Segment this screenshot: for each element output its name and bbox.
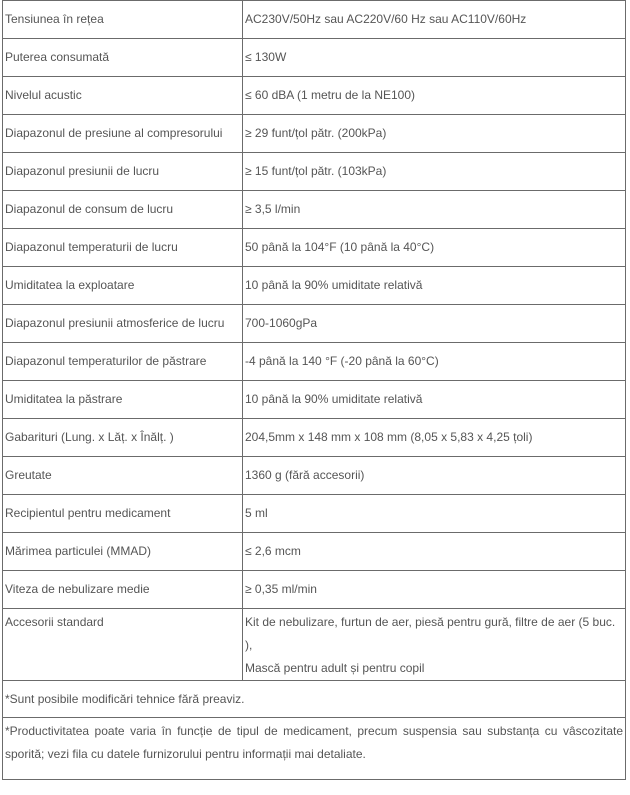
spec-value: -4 până la 140 °F (-20 până la 60°C) bbox=[243, 343, 626, 381]
table-row bbox=[3, 77, 626, 115]
spec-value bbox=[243, 609, 626, 681]
accessories-line-1: Kit de nebulizare, furtun de aer, piesă pentru gură, filtre de aer (5 buc. ), bbox=[245, 615, 616, 652]
table-row-note bbox=[3, 681, 626, 718]
table-row bbox=[3, 381, 626, 419]
spec-label: Recipientul pentru medicament bbox=[3, 495, 243, 533]
spec-label: Greutate bbox=[3, 457, 243, 495]
note-technical-changes: *Sunt posibile modificări tehnice fără preaviz. bbox=[3, 681, 626, 718]
spec-value: ≤ 130W bbox=[243, 39, 626, 77]
spec-value: 50 până la 104°F (10 până la 40°C) bbox=[243, 229, 626, 267]
table-row bbox=[3, 1, 626, 39]
table-row bbox=[3, 229, 626, 267]
spec-table bbox=[2, 0, 626, 780]
spec-label: Nivelul acustic bbox=[3, 77, 243, 115]
spec-label bbox=[3, 609, 243, 681]
table-row bbox=[3, 419, 626, 457]
table-row bbox=[3, 457, 626, 495]
table-row bbox=[3, 115, 626, 153]
spec-value: 5 ml bbox=[243, 495, 626, 533]
spec-value: 700-1060gPa bbox=[243, 305, 626, 343]
spec-label: Gabarituri (Lung. x Lăț. x Înălț. ) bbox=[3, 419, 243, 457]
accessories-label: Accesorii standard bbox=[5, 615, 104, 629]
spec-value: ≥ 15 funt/țol pătr. (103kPa) bbox=[243, 153, 626, 191]
spec-value: ≥ 0,35 ml/min bbox=[243, 571, 626, 609]
note-productivity-text: *Productivitatea poate varia în funcție de tipul de medicament, precum suspensia sau substanța cu vâscozitate sporită; vezi fila cu datele furnizorului pentru informații mai detaliate. bbox=[5, 724, 623, 761]
spec-value: 204,5mm x 148 mm x 108 mm (8,05 x 5,83 x 4,25 țoli) bbox=[243, 419, 626, 457]
spec-label: Diapazonul de presiune al compresorului bbox=[3, 115, 243, 153]
spec-label: Puterea consumată bbox=[3, 39, 243, 77]
spec-label: Diapazonul presiunii atmosferice de lucru bbox=[3, 305, 243, 343]
table-row bbox=[3, 343, 626, 381]
table-row bbox=[3, 153, 626, 191]
spec-value: 10 până la 90% umiditate relativă bbox=[243, 267, 626, 305]
accessories-line-2: Mască pentru adult și pentru copil bbox=[245, 661, 425, 675]
spec-value: ≥ 29 funt/țol pătr. (200kPa) bbox=[243, 115, 626, 153]
table-row bbox=[3, 495, 626, 533]
table-row bbox=[3, 305, 626, 343]
table-row bbox=[3, 267, 626, 305]
table-row bbox=[3, 39, 626, 77]
spec-value: ≤ 2,6 mcm bbox=[243, 533, 626, 571]
spec-label: Tensiunea în rețea bbox=[3, 1, 243, 39]
spec-label: Diapazonul temperaturii de lucru bbox=[3, 229, 243, 267]
table-row-note bbox=[3, 718, 626, 780]
spec-label: Mărimea particulei (MMAD) bbox=[3, 533, 243, 571]
table-row-accessories bbox=[3, 609, 626, 681]
spec-value: ≥ 3,5 l/min bbox=[243, 191, 626, 229]
spec-label: Umiditatea la păstrare bbox=[3, 381, 243, 419]
table-row bbox=[3, 191, 626, 229]
spec-value: 10 până la 90% umiditate relativă bbox=[243, 381, 626, 419]
spec-label: Viteza de nebulizare medie bbox=[3, 571, 243, 609]
spec-label: Diapazonul de consum de lucru bbox=[3, 191, 243, 229]
spec-value: 1360 g (fără accesorii) bbox=[243, 457, 626, 495]
spec-label: Diapazonul presiunii de lucru bbox=[3, 153, 243, 191]
table-row bbox=[3, 533, 626, 571]
spec-value: AC230V/50Hz sau AC220V/60 Hz sau AC110V/60Hz bbox=[243, 1, 626, 39]
spec-label: Umiditatea la exploatare bbox=[3, 267, 243, 305]
spec-value: ≤ 60 dBA (1 metru de la NE100) bbox=[243, 77, 626, 115]
note-productivity bbox=[3, 718, 626, 780]
spec-label: Diapazonul temperaturilor de păstrare bbox=[3, 343, 243, 381]
table-row bbox=[3, 571, 626, 609]
